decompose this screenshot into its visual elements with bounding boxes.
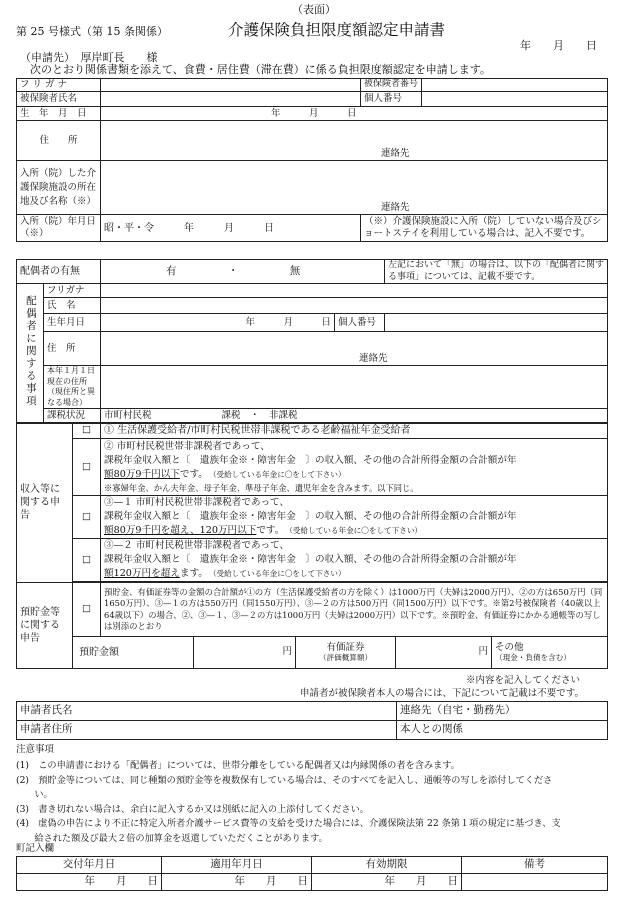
income-checkbox-1[interactable]: □	[73, 423, 101, 439]
note-item: (4) 虚偽の申告により不正に特定入所者介護サービス費等の支給を受けた場合には、介護保険法第 22 条第１項の規定に基づき、支	[16, 818, 561, 829]
spouse-name-input[interactable]	[101, 298, 608, 314]
admission-label: 入所（院）年月日（※）	[17, 215, 101, 242]
furigana-input[interactable]	[101, 79, 361, 92]
insured-name-label: 被保険者氏名	[17, 92, 101, 107]
applicant-relation-label: 本人との関係	[400, 723, 463, 736]
securities-title: 有価証券	[326, 642, 365, 654]
spouse-address-input[interactable]	[101, 332, 608, 366]
income-section-label: 収入等に関する申告	[17, 423, 73, 583]
remarks-header: 備考	[462, 857, 608, 874]
opt2-threshold: 額80万9千円以下	[104, 468, 180, 480]
savings-section-label: 預貯金等に関する申告	[17, 583, 73, 669]
spouse-section-label	[17, 284, 44, 424]
opt2-line2: 課税年金収入額と〔 遺族年金※・障害年金 〕の収入額、その他の合計所得金額の合計額が年	[104, 455, 517, 467]
issue-date-header: 交付年月日	[17, 857, 162, 874]
opt3-line1: ③—１ 市町村民税世帯非課税者であって、	[104, 497, 290, 509]
expiry-input[interactable]: 年 月 日	[312, 874, 462, 891]
spouse-contact-label: 連絡先	[359, 353, 388, 365]
birth-input[interactable]	[101, 107, 608, 121]
other-title: その他	[495, 642, 524, 654]
applicant-name-label: 申請者氏名	[20, 704, 73, 717]
addressee: （申請先） 厚岸町長 様	[20, 51, 158, 64]
intro-text: 次のとおり関係書類を添えて、食費・居住費（滞在費）に係る負担限度額認定を申請します。	[30, 63, 491, 76]
spouse-furigana-label: フリガナ	[44, 284, 101, 298]
spouse-presence-options[interactable]	[101, 260, 385, 284]
spouse-tax-label: 課税状況	[44, 408, 101, 423]
securities-label	[296, 637, 396, 669]
opt3-line2: 課税年金収入額と〔 遺族年金※・障害年金 〕の収入額、その他の合計所得金額の合計額が年	[104, 511, 517, 523]
spouse-birth-label: 生年月日	[44, 314, 101, 332]
facility-contact-label: 連絡先	[381, 202, 410, 213]
insured-number-label: 被保険者番号	[361, 79, 422, 92]
notes-heading: 注意事項	[16, 744, 55, 755]
spouse-option-separator: ・	[227, 264, 239, 277]
spouse-birth-input[interactable]: 年 月 日	[101, 314, 335, 332]
admission-note: （※）介護保険施設に入所（院）していない場合及びショートステイを利用している場合は、記入不要です。	[361, 215, 608, 242]
deposit-input[interactable]: 円	[194, 637, 296, 669]
opt2-hint: （受給している年金に〇をして下さい）	[212, 469, 346, 479]
opt2-line1: ② 市町村民税世帯非課税者であって、	[104, 441, 270, 453]
opt2-threshold-suffix: です。	[179, 468, 204, 480]
income-checkbox-3[interactable]: □	[73, 496, 101, 539]
savings-checkbox[interactable]: □	[73, 583, 101, 637]
personal-number-input[interactable]	[422, 92, 608, 107]
spouse-presence-label: 配偶者の有無	[17, 260, 101, 284]
applicant-table	[16, 701, 608, 740]
form-number: 第 25 号様式（第 15 条関係）	[16, 25, 168, 38]
apply-date-input[interactable]: 年 月 日	[162, 874, 312, 891]
applicant-address-field[interactable]	[17, 721, 397, 740]
page-title: 介護保険負担限度額認定申請書	[228, 21, 446, 39]
opt4-hint: （受給している年金に〇をして下さい）	[212, 568, 346, 578]
facility-input[interactable]	[101, 161, 608, 215]
apply-date-header: 適用年月日	[162, 857, 312, 874]
spouse-table	[16, 259, 608, 424]
opt2-note: ※寡婦年金、かん夫年金、母子年金、準母子年金、遺児年金を含みます。以下同じ。	[104, 482, 419, 493]
securities-input[interactable]: 円	[396, 637, 492, 669]
opt3-hint: （受給している年金に〇をして下さい）	[289, 525, 423, 535]
town-heading: 町記入欄	[16, 843, 55, 854]
note-item: (1) この申請書における「配偶者」については、世帯分離をしている配偶者又は内縁関係の者を含みます。	[16, 760, 460, 771]
securities-sub: （評価概算額）	[318, 652, 373, 662]
income-option-4	[101, 539, 608, 582]
town-table	[16, 856, 608, 891]
deposit-label: 預貯金額	[73, 637, 194, 669]
other-sub: （現金・負債を含む）	[495, 652, 571, 662]
spouse-personal-number-input[interactable]	[385, 314, 608, 332]
opt3-threshold: 額80万9千円を超え、120万円以下	[104, 524, 257, 536]
notes-list	[16, 759, 561, 846]
other-label	[492, 637, 608, 669]
address-input[interactable]	[101, 121, 608, 161]
spouse-no-option[interactable]: 無	[289, 264, 301, 277]
opt4-threshold: 額120万円を超え	[104, 567, 180, 579]
note-item: 給された額及び最大２倍の加算金を返還していただくことがあります。	[16, 832, 328, 844]
applicant-address-label: 申請者住所	[20, 723, 73, 736]
note-item: (3) 書き切れない場合は、余白に記入するか又は別紙に記入の上添付してください。	[16, 803, 369, 815]
applicant-relation-field[interactable]	[397, 721, 608, 740]
income-option-3	[101, 496, 608, 539]
opt4-threshold-suffix: ます。	[179, 567, 204, 579]
income-table	[16, 422, 608, 669]
applicant-name-field[interactable]	[17, 702, 397, 721]
address-label: 住 所	[17, 121, 101, 161]
remarks-input[interactable]	[462, 874, 608, 891]
admission-date-input[interactable]: 昭・平・令 年 月 日	[101, 215, 361, 242]
address-contact-label: 連絡先	[381, 148, 410, 159]
spouse-name-label: 氏 名	[44, 298, 101, 314]
applicant-contact-label: 連絡先（自宅・勤務先）	[400, 704, 516, 717]
spouse-address-label: 住 所	[44, 332, 101, 366]
insured-table	[16, 78, 608, 242]
birth-label: 生 年 月 日	[17, 107, 101, 121]
savings-note-1: ※内容を記入してください	[466, 675, 581, 686]
applicant-contact-field[interactable]	[397, 702, 608, 721]
spouse-furigana-input[interactable]	[101, 284, 608, 298]
spouse-yes-option[interactable]: 有	[166, 264, 177, 277]
opt4-line1: ③—２ 市町村民税世帯非課税者であって、	[104, 540, 290, 552]
spouse-tax-type: 市町村民税	[104, 409, 152, 421]
income-option-2	[101, 439, 608, 496]
issue-date-input[interactable]: 年 月 日	[17, 874, 162, 891]
insured-number-input[interactable]	[422, 79, 608, 92]
surface-label: （表面）	[292, 3, 336, 16]
facility-label: 入所（院）した介護保険施設の所在地及び名称（※）	[17, 161, 101, 215]
income-checkbox-4[interactable]: □	[73, 539, 101, 582]
opt3-threshold-suffix: です。	[256, 524, 280, 536]
spouse-prior-address-label: 本年１月１日現在の住所（現住所と異なる場合）	[44, 366, 101, 409]
income-option-1: ① 生活保護受給者/市町村民税世帯非課税である老齢福祉年金受給者	[101, 423, 608, 439]
spouse-tax-choice[interactable]: 課税 ・ 非課税	[221, 409, 298, 421]
expiry-header: 有効期限	[312, 857, 462, 874]
income-checkbox-2[interactable]: □	[73, 439, 101, 496]
note-item: (2) 預貯金等については、同じ種類の預貯金等を複数保有している場合は、そのすべてを記入し、通帳等の写しを添付してくださ	[16, 774, 553, 786]
birth-date-placeholder: 年 月 日	[271, 107, 357, 119]
spouse-section-text: 配偶者に関する事項	[24, 295, 37, 408]
furigana-label: フ リ ガ ナ	[17, 79, 101, 92]
personal-number-label: 個人番号	[361, 92, 422, 107]
savings-note-2: 申請者が被保険者本人の場合には、下記について記載は不要です。	[300, 688, 585, 699]
spouse-prior-address-input[interactable]	[101, 366, 608, 409]
savings-text: 預貯金、有価証券等の金額の合計額が①の方（生活保護受給者の方を除く）は1000万円（夫婦は2000万円）、②の方は650万円（同1650万円）、③—１の方は550万円（同1550万円）、③—２の方は500万円（同1500万円）以下です。※第2号被保険者（40歳以上64歳以下）の場合、②、③—１、③—２の方は1000万円（夫婦は2000万円）以下です。※預貯金、有価証券にかかる通帳等の写しは別添のとおり	[101, 583, 608, 637]
opt4-line2: 課税年金収入額と〔 遺族年金※・障害年金 〕の収入額、その他の合計所得金額の合計額が年	[104, 554, 517, 566]
spouse-personal-number-label: 個人番号	[335, 314, 385, 332]
note-item: い。	[16, 789, 53, 800]
application-date[interactable]: 年 月 日	[520, 39, 597, 52]
insured-name-input[interactable]	[101, 92, 361, 107]
spouse-presence-note: 左記において「無」の場合は、以下の「配偶者に関する事項」については、記載不要です。	[385, 260, 608, 284]
